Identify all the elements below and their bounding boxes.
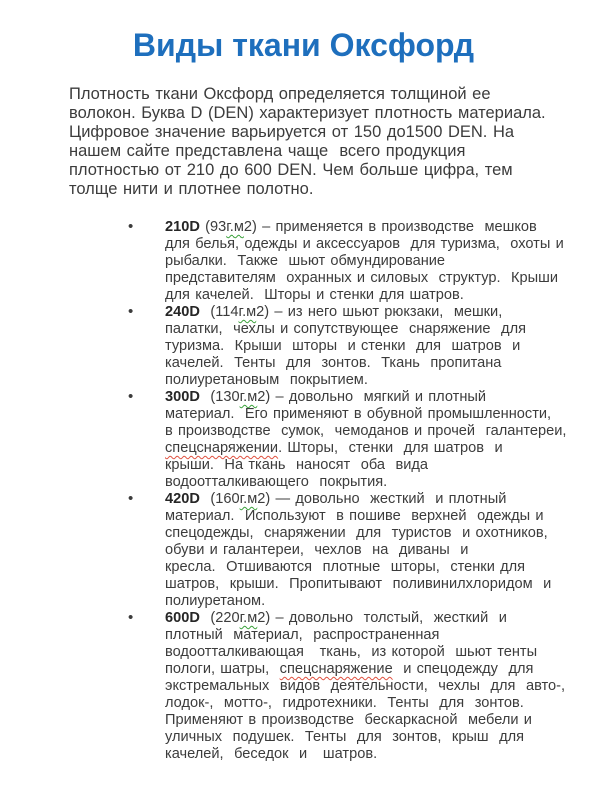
bullet-text xyxy=(165,389,607,491)
spellcheck-green-squiggle: г.м xyxy=(226,218,244,235)
spellcheck-green-squiggle: г.м xyxy=(238,303,257,320)
text-segment: представителям охранных и силовых структур. Крыши xyxy=(165,269,559,286)
text-segment: обуви и галантереи, чехлов на диваны и xyxy=(165,541,469,558)
bullet-marker-icon: • xyxy=(128,608,134,626)
text-segment: Применяют в производстве бескаркасной мебели и xyxy=(165,711,532,728)
text-segment: для белья, одежды и аксессуаров для туризма, охоты и xyxy=(165,235,564,252)
page-title: Виды ткани Оксфорд xyxy=(132,27,475,63)
text-segment: экстремальных видов деятельности, чехлы для авто-, xyxy=(165,677,566,694)
bullet-marker-icon: • xyxy=(128,217,134,235)
bullet-line xyxy=(165,406,607,423)
text-segment: материал. Его применяют в обувной промышленности, xyxy=(165,405,552,422)
bullet-line xyxy=(165,236,607,253)
density-label: 210D xyxy=(165,218,200,235)
text-segment: качелей, беседок и шатров. xyxy=(165,745,378,762)
bullet-list xyxy=(127,219,607,763)
bullet-item-210d xyxy=(127,219,607,304)
bullet-line xyxy=(165,525,607,542)
spellcheck-green-squiggle: г.м xyxy=(239,388,258,405)
bullet-line xyxy=(165,712,607,729)
spellcheck-green-squiggle: г.м xyxy=(239,490,258,507)
text-segment: (114 xyxy=(199,303,239,320)
bullet-line xyxy=(165,542,607,559)
bullet-marker-icon: • xyxy=(128,489,134,507)
bullet-line xyxy=(165,729,607,746)
bullet-line xyxy=(165,593,607,610)
bullet-line xyxy=(165,321,607,338)
text-segment: водоотталкивающего покрытия. xyxy=(165,473,388,490)
intro-paragraph xyxy=(69,85,567,199)
bullet-line xyxy=(165,695,607,712)
text-segment: в производстве сумок, чемоданов и прочей галантереи, xyxy=(165,422,567,439)
text-segment: шатров, крыши. Пропитывают поливинилхлоридом и xyxy=(165,575,552,592)
bullet-item-240d xyxy=(127,304,607,389)
density-label: 420D xyxy=(165,490,200,507)
intro-line: толще нити и плотнее полотно. xyxy=(69,179,314,198)
bullet-line xyxy=(165,610,607,627)
bullet-line xyxy=(165,746,607,763)
bullet-text xyxy=(165,491,607,610)
bullet-line xyxy=(165,219,607,236)
text-segment: лодок-, мотто-, гидротехники. Тенты для зонтов. xyxy=(165,694,524,711)
bullet-item-300d xyxy=(127,389,607,491)
bullet-line xyxy=(165,474,607,491)
bullet-marker-icon: • xyxy=(128,302,134,320)
bullet-line xyxy=(165,491,607,508)
text-segment: полиуретановым покрытием. xyxy=(165,371,368,388)
bullet-text xyxy=(165,304,607,389)
bullet-item-600d xyxy=(127,610,607,763)
bullet-line xyxy=(165,440,607,457)
bullet-line xyxy=(165,270,607,287)
text-segment: уличных подушек. Тенты для зонтов, крыш для xyxy=(165,728,525,745)
text-segment: 2) – довольно мягкий и плотный xyxy=(257,388,487,405)
intro-line: нашем сайте представлена чаще всего продукция xyxy=(69,141,466,160)
text-segment: пологи, шатры, xyxy=(165,660,280,677)
text-segment: полиуретаном. xyxy=(165,592,266,609)
text-segment: качелей. Тенты для зонтов. Ткань пропитана xyxy=(165,354,502,371)
bullet-line xyxy=(165,661,607,678)
bullet-line xyxy=(165,559,607,576)
bullet-item-420d xyxy=(127,491,607,610)
text-segment: спецодежды, снаряжении для туристов и охотников, xyxy=(165,524,548,541)
density-label: 240D xyxy=(165,303,200,320)
bullet-line xyxy=(165,508,607,525)
bullet-text xyxy=(165,219,607,304)
text-segment: 2) — довольно жесткий и плотный xyxy=(257,490,507,507)
text-segment: и спецодежду для xyxy=(392,660,534,677)
bullet-line xyxy=(165,457,607,474)
intro-line: волокон. Буква D (DEN) характеризует плотность материала. xyxy=(69,103,546,122)
bullet-line xyxy=(165,576,607,593)
bullet-marker-icon: • xyxy=(128,387,134,405)
bullet-line xyxy=(165,423,607,440)
spellcheck-red-squiggle: спецснаряжении xyxy=(165,439,279,456)
intro-line: Плотность ткани Оксфорд определяется толщиной ее xyxy=(69,84,491,103)
text-segment: 2) – довольно толстый, жесткий и xyxy=(257,609,507,626)
bullet-line xyxy=(165,389,607,406)
bullet-line xyxy=(165,253,607,270)
bullet-line xyxy=(165,304,607,321)
intro-line: Цифровое значение варьируется от 150 до1500 DEN. На xyxy=(69,122,515,141)
text-segment: для качелей. Шторы и стенки для шатров. xyxy=(165,286,464,303)
bullet-line xyxy=(165,355,607,372)
density-label: 600D xyxy=(165,609,200,626)
text-segment: (130 xyxy=(199,388,240,405)
text-segment: 2) – из него шьют рюкзаки, мешки, xyxy=(256,303,503,320)
bullet-line xyxy=(165,338,607,355)
bullet-line xyxy=(165,644,607,661)
bullet-line xyxy=(165,678,607,695)
text-segment: (220 xyxy=(199,609,240,626)
text-segment: туризма. Крыши шторы и стенки для шатров и xyxy=(165,337,521,354)
text-segment: . Шторы, стенки для шатров и xyxy=(278,439,503,456)
text-segment: плотный материал, распространенная xyxy=(165,626,440,643)
text-segment: (160 xyxy=(199,490,240,507)
text-segment: палатки, чехлы и сопутствующее снаряжение для xyxy=(165,320,526,337)
bullet-line xyxy=(165,627,607,644)
text-segment: водоотталкивающая ткань, из которой шьют тенты xyxy=(165,643,538,660)
bullet-line xyxy=(165,287,607,304)
text-segment: крыши. На ткань наносят оба вида xyxy=(165,456,429,473)
spellcheck-green-squiggle: г.м xyxy=(239,609,258,626)
bullet-line xyxy=(165,372,607,389)
text-segment: материал. Используют в пошиве верхней одежды и xyxy=(165,507,544,524)
bullet-text xyxy=(165,610,607,763)
text-segment: кресла. Отшиваются плотные шторы, стенки для xyxy=(165,558,526,575)
text-segment: рыбалки. Также шьют обмундирование xyxy=(165,252,446,269)
intro-line: плотностью от 210 до 600 DEN. Чем больше цифра, тем xyxy=(69,160,513,179)
text-segment: (93 xyxy=(199,218,227,235)
density-label: 300D xyxy=(165,388,200,405)
text-segment: 2) – применяется в производстве мешков xyxy=(243,218,537,235)
spellcheck-red-squiggle: спецснаряжение xyxy=(279,660,393,677)
